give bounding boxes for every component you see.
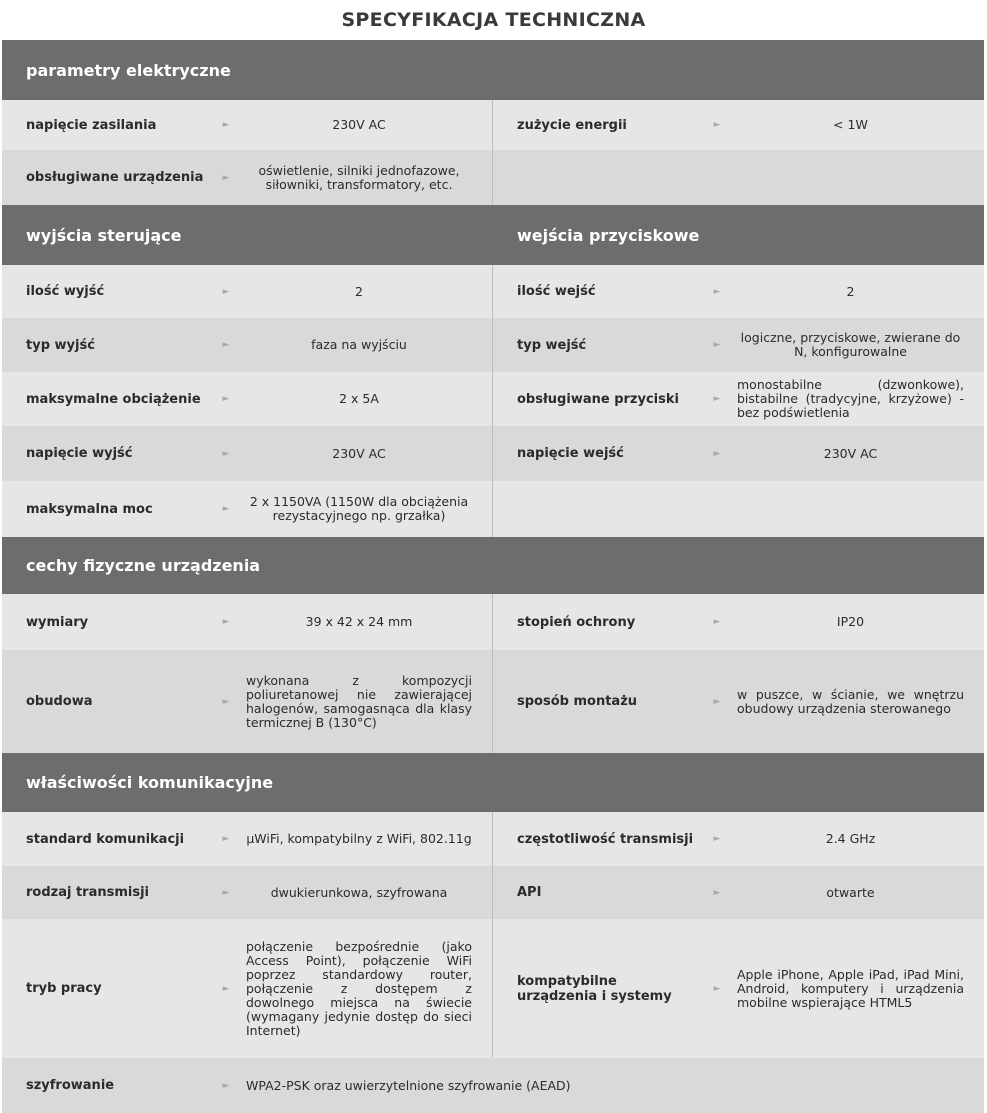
spec-value: logiczne, przyciskowe, zwierane do N, konfigurowalne bbox=[740, 330, 961, 359]
spec-label: wymiary bbox=[26, 614, 89, 630]
spec-value: w puszce, w ścianie, we wnętrzu obudowy urządzenia sterowanego bbox=[737, 686, 964, 716]
arrow-right-icon: ► bbox=[222, 120, 230, 130]
spec-label: napięcie wejść bbox=[517, 446, 624, 461]
spec-row bbox=[2, 1058, 984, 1113]
section-header-io bbox=[2, 205, 984, 265]
spec-row bbox=[2, 866, 984, 919]
section-title: wejścia przyciskowe bbox=[517, 225, 700, 245]
arrow-right-icon: ► bbox=[222, 172, 230, 183]
arrow-right-icon: ► bbox=[222, 286, 230, 297]
spec-row bbox=[2, 150, 984, 205]
spec-value: wykonana z kompozycji poliuretanowej nie zawierającej halogenów, samogasnąca dla klasy termicznej B (130°C) bbox=[246, 672, 472, 730]
spec-label: szyfrowanie bbox=[26, 1078, 115, 1093]
spec-sposob-montazu bbox=[493, 650, 984, 753]
page-title: SPECYFIKACJA TECHNICZNA bbox=[341, 9, 646, 31]
spec-value: 2 bbox=[846, 283, 855, 299]
spec-label: sposób montażu bbox=[517, 694, 638, 709]
spec-obudowa bbox=[2, 650, 493, 753]
spec-row bbox=[2, 372, 984, 426]
spec-table bbox=[2, 40, 984, 1113]
spec-wymiary bbox=[2, 594, 493, 650]
spec-label: obudowa bbox=[26, 694, 93, 709]
arrow-right-icon: ► bbox=[713, 286, 721, 297]
arrow-right-icon: ► bbox=[222, 504, 230, 514]
spec-value: 2 x 1150VA (1150W dla obciążenia rezystacyjnego np. grzałka) bbox=[249, 494, 469, 523]
section-header-communication bbox=[2, 753, 984, 812]
spec-label: napięcie zasilania bbox=[26, 117, 157, 133]
spec-api bbox=[493, 866, 984, 919]
spec-obslugiwane-przyciski bbox=[493, 372, 984, 426]
spec-row bbox=[2, 100, 984, 150]
spec-row bbox=[2, 812, 984, 866]
spec-kompatybilne bbox=[493, 919, 984, 1058]
spec-value: < 1W bbox=[833, 117, 868, 132]
section-title: parametry elektryczne bbox=[26, 60, 231, 80]
spec-czestotliwosc bbox=[493, 812, 984, 866]
arrow-right-icon: ► bbox=[222, 340, 230, 350]
spec-label: typ wyjść bbox=[26, 337, 95, 353]
spec-value: 230V AC bbox=[332, 445, 386, 461]
arrow-right-icon: ► bbox=[713, 394, 721, 404]
arrow-right-icon: ► bbox=[222, 834, 230, 844]
spec-value: µWiFi, kompatybilny z WiFi, 802.11g bbox=[246, 831, 472, 846]
arrow-right-icon: ► bbox=[713, 887, 721, 898]
arrow-right-icon: ► bbox=[713, 340, 721, 350]
spec-max-obciazenie bbox=[2, 372, 493, 426]
spec-label: ilość wejść bbox=[517, 284, 596, 299]
arrow-right-icon: ► bbox=[713, 120, 721, 130]
section-header-physical bbox=[2, 537, 984, 594]
spec-typ-wyjsc bbox=[2, 318, 493, 372]
spec-row bbox=[2, 426, 984, 481]
spec-stopien-ochrony bbox=[493, 594, 984, 650]
spec-value: IP20 bbox=[836, 614, 865, 629]
spec-label: częstotliwość transmisji bbox=[517, 831, 694, 847]
spec-label: ilość wyjść bbox=[26, 284, 105, 299]
spec-value: 39 x 42 x 24 mm bbox=[305, 614, 413, 629]
spec-empty-cell bbox=[493, 481, 984, 537]
spec-ilosc-wyjsc bbox=[2, 265, 493, 318]
spec-obslugiwane-urzadzenia bbox=[2, 150, 493, 205]
spec-label: typ wejść bbox=[517, 337, 587, 353]
spec-row bbox=[2, 265, 984, 318]
spec-typ-wejsc bbox=[493, 318, 984, 372]
arrow-right-icon: ► bbox=[713, 696, 721, 707]
spec-value: monostabilne (dzwonkowe), bistabilne (tradycyjne, krzyżowe) - bez podświetlenia bbox=[737, 377, 964, 420]
arrow-right-icon: ► bbox=[222, 448, 230, 459]
section-title: wyjścia sterujące bbox=[26, 225, 182, 245]
spec-label: stopień ochrony bbox=[517, 614, 636, 630]
arrow-right-icon: ► bbox=[222, 1080, 230, 1091]
spec-value: 2 x 5A bbox=[339, 391, 379, 406]
spec-zuzycie-energii bbox=[493, 100, 984, 150]
arrow-right-icon: ► bbox=[222, 617, 230, 627]
spec-row bbox=[2, 919, 984, 1058]
spec-label: zużycie energii bbox=[517, 117, 627, 133]
spec-value: faza na wyjściu bbox=[311, 337, 407, 352]
spec-napiecie-wyjsc bbox=[2, 426, 493, 481]
spec-label: rodzaj transmisji bbox=[26, 885, 150, 900]
spec-label: obsługiwane urządzenia bbox=[26, 170, 204, 185]
arrow-right-icon: ► bbox=[713, 983, 721, 994]
spec-value: 2.4 GHz bbox=[825, 831, 876, 846]
spec-label: maksymalne obciążenie bbox=[26, 391, 201, 407]
spec-tryb-pracy bbox=[2, 919, 493, 1058]
spec-row bbox=[2, 481, 984, 537]
spec-label: maksymalna moc bbox=[26, 501, 153, 517]
arrow-right-icon: ► bbox=[222, 394, 230, 404]
spec-label: tryb pracy bbox=[26, 981, 102, 996]
section-header-electrical bbox=[2, 40, 984, 100]
spec-value: 230V AC bbox=[332, 117, 386, 132]
spec-ilosc-wejsc bbox=[493, 265, 984, 318]
spec-row bbox=[2, 318, 984, 372]
spec-label: API bbox=[517, 885, 542, 900]
arrow-right-icon: ► bbox=[713, 834, 721, 844]
arrow-right-icon: ► bbox=[222, 887, 230, 898]
spec-value: połączenie bezpośrednie (jako Access Point), połączenie WiFi poprzez standardowy router, połączenie z dostępem z dowolnego miejsca na świecie (wymagany jedynie dostęp do sieci Internet) bbox=[246, 938, 472, 1038]
spec-value: otwarte bbox=[826, 884, 875, 900]
spec-label: kompatybilne urządzenia i systemy bbox=[517, 973, 672, 1004]
arrow-right-icon: ► bbox=[713, 617, 721, 627]
arrow-right-icon: ► bbox=[222, 696, 230, 707]
section-title: cechy fizyczne urządzenia bbox=[26, 556, 261, 575]
spec-value: Apple iPhone, Apple iPad, iPad Mini, Android, komputery i urządzenia mobilne wspierające HTML5 bbox=[737, 966, 964, 1010]
spec-value: oświetlenie, silniki jednofazowe, siłowniki, transformatory, etc. bbox=[258, 162, 460, 192]
section-title: właściwości komunikacyjne bbox=[26, 773, 274, 792]
spec-empty-cell bbox=[493, 150, 984, 205]
spec-label: napięcie wyjść bbox=[26, 446, 133, 461]
spec-szyfrowanie bbox=[2, 1058, 984, 1113]
spec-label: obsługiwane przyciski bbox=[517, 391, 679, 407]
spec-value: 2 bbox=[355, 283, 363, 299]
spec-standard-komunikacji bbox=[2, 812, 493, 866]
spec-max-moc bbox=[2, 481, 493, 537]
spec-row bbox=[2, 650, 984, 753]
spec-row bbox=[2, 594, 984, 650]
spec-napiecie-zasilania bbox=[2, 100, 493, 150]
arrow-right-icon: ► bbox=[713, 448, 721, 459]
arrow-right-icon: ► bbox=[222, 983, 230, 994]
spec-rodzaj-transmisji bbox=[2, 866, 493, 919]
spec-value: dwukierunkowa, szyfrowana bbox=[270, 884, 448, 900]
spec-value: WPA2-PSK oraz uwierzytelnione szyfrowanie (AEAD) bbox=[246, 1077, 571, 1093]
spec-label: standard komunikacji bbox=[26, 831, 185, 847]
spec-value: 230V AC bbox=[823, 445, 878, 461]
spec-napiecie-wejsc bbox=[493, 426, 984, 481]
